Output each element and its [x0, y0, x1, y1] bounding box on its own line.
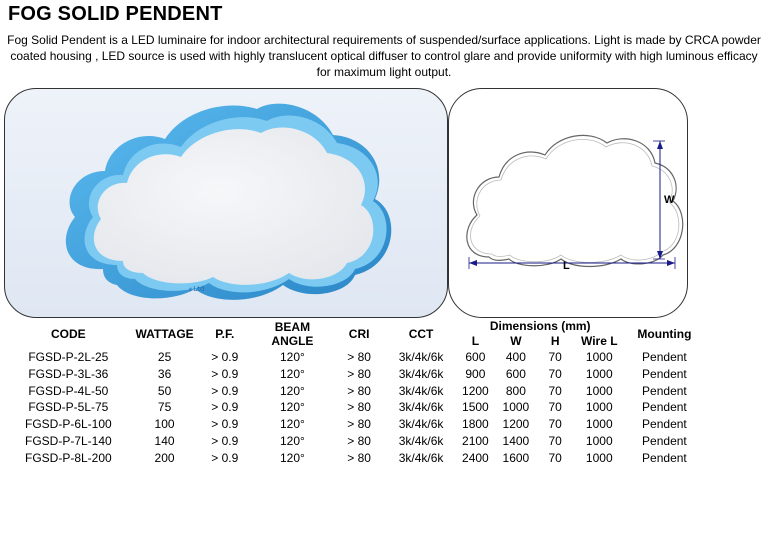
cell-w: 1400: [502, 433, 530, 448]
cell-w: 1200: [502, 417, 530, 432]
cell-mounting: Pendent: [642, 417, 687, 432]
cell-w: 600: [505, 366, 526, 381]
cell-beam: 120°: [280, 417, 305, 432]
header-code: CODE: [51, 326, 86, 341]
header-beam-line1: BEAM: [274, 319, 311, 334]
header-w: W: [510, 334, 522, 348]
cell-l: 1200: [462, 383, 489, 398]
header-l: L: [471, 334, 480, 348]
cell-h: 70: [548, 383, 562, 398]
cell-l: 900: [465, 366, 486, 381]
cell-code: FGSD-P-5L-75: [28, 400, 109, 415]
header-cri: CRI: [348, 326, 370, 341]
brand-logo: ꬲ Ltd: [189, 285, 205, 293]
table-row: [4, 383, 704, 400]
cell-code: FGSD-P-4L-50: [28, 383, 109, 398]
cell-h: 70: [548, 366, 562, 381]
cell-cri: > 80: [347, 383, 371, 398]
cell-wattage: 200: [154, 450, 175, 465]
cell-l: 600: [465, 350, 486, 364]
table-row: [4, 433, 704, 450]
cell-beam: 120°: [280, 383, 305, 398]
dimension-drawing: [448, 88, 688, 318]
header-wire-l: Wire L: [580, 334, 618, 348]
table-row: [4, 450, 704, 467]
cell-wire: 1000: [585, 366, 613, 381]
cell-wattage: 50: [157, 383, 172, 398]
cell-wire: 1000: [585, 350, 613, 364]
cell-cri: > 80: [347, 450, 371, 465]
table-row: [4, 399, 704, 416]
cell-cct: 3k/4k/6k: [398, 400, 444, 415]
cell-beam: 120°: [280, 433, 305, 448]
table-header-row: [4, 318, 704, 333]
cloud-outline-drawing: [449, 89, 687, 317]
cloud-outline-shape: [467, 135, 683, 266]
header-beam-line2: ANGLE: [271, 333, 314, 348]
cell-cri: > 80: [347, 417, 371, 432]
cell-wire: 1000: [585, 400, 613, 415]
cell-beam: 120°: [280, 400, 305, 415]
cell-pf: > 0.9: [211, 433, 239, 448]
cell-wire: 1000: [585, 433, 613, 448]
cell-cct: 3k/4k/6k: [398, 383, 444, 398]
cell-code: FGSD-P-7L-140: [24, 433, 112, 448]
cell-pf: > 0.9: [211, 366, 239, 381]
cell-mounting: Pendent: [642, 433, 687, 448]
length-label: L: [563, 260, 570, 272]
header-wattage: WATTAGE: [135, 326, 194, 341]
cell-mounting: Pendent: [642, 400, 687, 415]
cell-code: FGSD-P-3L-36: [28, 366, 109, 381]
cell-mounting: Pendent: [642, 350, 687, 364]
cloud-luminaire-image: [5, 89, 447, 317]
cell-w: 1000: [502, 400, 530, 415]
cell-l: 1500: [462, 400, 489, 415]
header-mounting: Mounting: [637, 326, 692, 341]
cell-w: 400: [505, 350, 526, 364]
cell-l: 1800: [462, 417, 489, 432]
header-dimensions: Dimensions (mm): [489, 318, 591, 333]
product-photo: [4, 88, 448, 318]
cell-mounting: Pendent: [642, 450, 687, 465]
cell-wire: 1000: [585, 383, 613, 398]
cell-cri: > 80: [347, 366, 371, 381]
width-label: W: [664, 194, 675, 206]
header-beam-angle: [253, 318, 332, 349]
cell-h: 70: [548, 450, 562, 465]
cell-h: 70: [548, 400, 562, 415]
cell-cct: 3k/4k/6k: [398, 417, 444, 432]
cell-pf: > 0.9: [211, 350, 239, 364]
header-h: H: [550, 334, 560, 348]
cell-code: FGSD-P-8L-200: [24, 450, 112, 465]
cell-cct: 3k/4k/6k: [398, 433, 444, 448]
cell-beam: 120°: [280, 366, 305, 381]
cell-pf: > 0.9: [211, 450, 239, 465]
cell-cri: > 80: [347, 433, 371, 448]
product-description: Fog Solid Pendent is a LED luminaire for indoor architectural requirements of suspended/surface applications. Light is made by CRCA powder coated housing , LED source is used with highly translucent optical diffuser to control glare and provide uniformity with high luminous efficacy for maximum light output.: [7, 33, 761, 79]
cell-wattage: 100: [154, 417, 175, 432]
cell-wire: 1000: [585, 417, 613, 432]
cell-cct: 3k/4k/6k: [398, 350, 444, 364]
table-row: [4, 416, 704, 433]
cell-beam: 120°: [280, 450, 305, 465]
cell-pf: > 0.9: [211, 400, 239, 415]
cell-wattage: 25: [157, 350, 172, 364]
cell-wattage: 140: [154, 433, 175, 448]
cell-code: FGSD-P-2L-25: [28, 350, 109, 364]
header-pf: P.F.: [215, 326, 235, 341]
cell-mounting: Pendent: [642, 366, 687, 381]
cell-h: 70: [548, 417, 562, 432]
cell-mounting: Pendent: [642, 383, 687, 398]
cell-w: 1600: [502, 450, 530, 465]
cell-w: 800: [505, 383, 526, 398]
cell-beam: 120°: [280, 350, 305, 364]
cell-cri: > 80: [347, 350, 371, 364]
cell-h: 70: [548, 433, 562, 448]
cell-pf: > 0.9: [211, 417, 239, 432]
cell-cri: > 80: [347, 400, 371, 415]
cell-l: 2400: [462, 450, 489, 465]
cell-l: 2100: [462, 433, 489, 448]
cell-code: FGSD-P-6L-100: [24, 417, 112, 432]
cell-wattage: 75: [157, 400, 172, 415]
cell-wattage: 36: [157, 366, 172, 381]
cell-cct: 3k/4k/6k: [398, 366, 444, 381]
table-row: [4, 366, 704, 383]
specification-table: [4, 318, 704, 467]
cell-h: 70: [548, 350, 562, 364]
table-row: [4, 349, 704, 366]
cell-pf: > 0.9: [211, 383, 239, 398]
product-title: FOG SOLID PENDENT: [8, 3, 223, 25]
cell-wire: 1000: [585, 450, 613, 465]
cell-cct: 3k/4k/6k: [398, 450, 444, 465]
header-cct: CCT: [408, 326, 434, 341]
